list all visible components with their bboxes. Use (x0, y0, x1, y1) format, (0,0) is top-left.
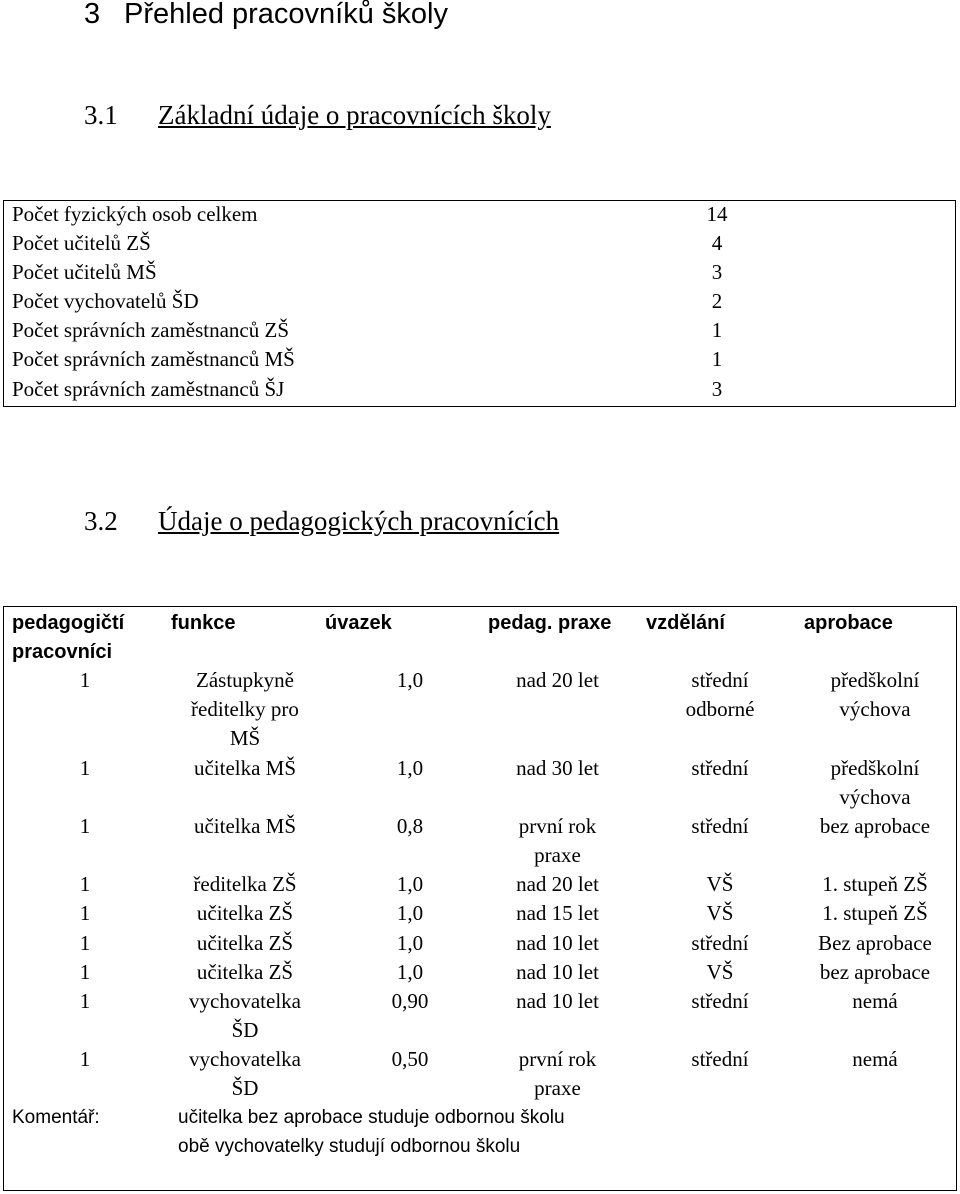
cell-funkce: vychovatelka ŠD (189, 989, 301, 1042)
header-pracovnici: pedagogičtí pracovníci (12, 612, 125, 663)
summary-label: Počet učitelů ZŠ (12, 231, 151, 255)
cell-praxe: nad 10 let (516, 931, 599, 955)
cell-count: 1 (79, 901, 91, 925)
cell-count: 1 (79, 989, 91, 1013)
cell-vzdelani: střední (691, 814, 749, 838)
summary-label: Počet učitelů MŠ (12, 260, 157, 284)
cell-praxe: nad 20 let (516, 872, 599, 896)
cell-count: 1 (79, 814, 91, 838)
cell-funkce: ředitelka ZŠ (193, 872, 297, 896)
comment-text: učitelka bez aprobace studuje odbornou školu obě vychovatelky studují odbornou školu (178, 1107, 565, 1157)
cell-funkce: vychovatelka ŠD (189, 1047, 301, 1100)
summary-label: Počet správních zaměstnanců ZŠ (12, 318, 289, 342)
section-title: Přehled pracovníků školy (124, 0, 448, 30)
subsection-title: Základní údaje o pracovnících školy (158, 100, 551, 130)
header-funkce: funkce (171, 612, 236, 634)
cell-aprobace: předškolní výchova (830, 668, 920, 721)
cell-count: 1 (79, 756, 91, 780)
cell-aprobace: předškolní výchova (830, 756, 920, 809)
cell-praxe: první rok praxe (518, 814, 597, 867)
cell-uvazek: 1,0 (396, 756, 424, 780)
cell-vzdelani: střední (691, 756, 749, 780)
cell-uvazek: 0,50 (391, 1047, 429, 1071)
subsection-heading-basic (84, 100, 551, 131)
cell-uvazek: 1,0 (396, 872, 424, 896)
cell-vzdelani: střední (691, 931, 749, 955)
cell-praxe: nad 20 let (516, 668, 599, 692)
cell-funkce: učitelka MŠ (193, 756, 297, 780)
summary-label: Počet fyzických osob celkem (12, 202, 258, 226)
comment-label: Komentář: (12, 1107, 100, 1128)
section-heading (84, 0, 448, 31)
cell-funkce: učitelka MŠ (193, 814, 297, 838)
cell-uvazek: 1,0 (396, 960, 424, 984)
section-number: 3 (84, 0, 101, 30)
summary-value: 14 (706, 202, 728, 226)
summary-label: Počet správních zaměstnanců ŠJ (12, 377, 285, 401)
cell-uvazek: 1,0 (396, 931, 424, 955)
cell-uvazek: 1,0 (396, 668, 424, 692)
summary-value: 3 (711, 260, 723, 284)
summary-value: 1 (711, 347, 723, 371)
subsection-number: 3.1 (84, 100, 118, 130)
cell-count: 1 (79, 668, 91, 692)
cell-funkce: učitelka ZŠ (196, 901, 294, 925)
header-uvazek: úvazek (325, 612, 392, 634)
cell-aprobace: nemá (852, 989, 898, 1013)
cell-praxe: nad 15 let (516, 901, 599, 925)
cell-funkce: učitelka ZŠ (196, 960, 294, 984)
cell-vzdelani: střední odborné (685, 668, 755, 721)
summary-value: 1 (711, 318, 723, 342)
header-vzdelani: vzdělání (646, 612, 725, 634)
cell-vzdelani: VŠ (706, 901, 734, 925)
cell-vzdelani: střední (691, 1047, 749, 1071)
cell-praxe: první rok praxe (518, 1047, 597, 1100)
subsection-number: 3.2 (84, 506, 118, 536)
subsection-title: Údaje o pedagogických pracovnících (158, 506, 560, 536)
cell-vzdelani: střední (691, 989, 749, 1013)
summary-value: 2 (711, 289, 723, 313)
summary-label: Počet vychovatelů ŠD (12, 289, 199, 313)
cell-praxe: nad 10 let (516, 989, 599, 1013)
cell-count: 1 (79, 872, 91, 896)
cell-uvazek: 0,90 (391, 989, 429, 1013)
cell-uvazek: 0,8 (396, 814, 424, 838)
cell-funkce: Zástupkyně ředitelky pro MŠ (191, 668, 299, 750)
cell-aprobace: Bez aprobace (818, 931, 932, 955)
cell-aprobace: 1. stupeň ZŠ (822, 901, 928, 925)
cell-uvazek: 1,0 (396, 901, 424, 925)
summary-label: Počet správních zaměstnanců MŠ (12, 347, 295, 371)
header-praxe: pedag. praxe (488, 612, 612, 634)
cell-vzdelani: VŠ (706, 872, 734, 896)
subsection-heading-pedagogical (84, 506, 559, 537)
cell-count: 1 (79, 1047, 91, 1071)
summary-value: 4 (711, 231, 723, 255)
header-aprobace: aprobace (804, 612, 893, 634)
cell-aprobace: nemá (852, 1047, 898, 1071)
cell-count: 1 (79, 931, 91, 955)
cell-aprobace: 1. stupeň ZŠ (822, 872, 928, 896)
cell-praxe: nad 30 let (516, 756, 599, 780)
cell-aprobace: bez aprobace (819, 814, 931, 838)
summary-value: 3 (711, 377, 723, 401)
cell-vzdelani: VŠ (706, 960, 734, 984)
cell-praxe: nad 10 let (516, 960, 599, 984)
cell-funkce: učitelka ZŠ (196, 931, 294, 955)
cell-aprobace: bez aprobace (819, 960, 931, 984)
cell-count: 1 (79, 960, 91, 984)
